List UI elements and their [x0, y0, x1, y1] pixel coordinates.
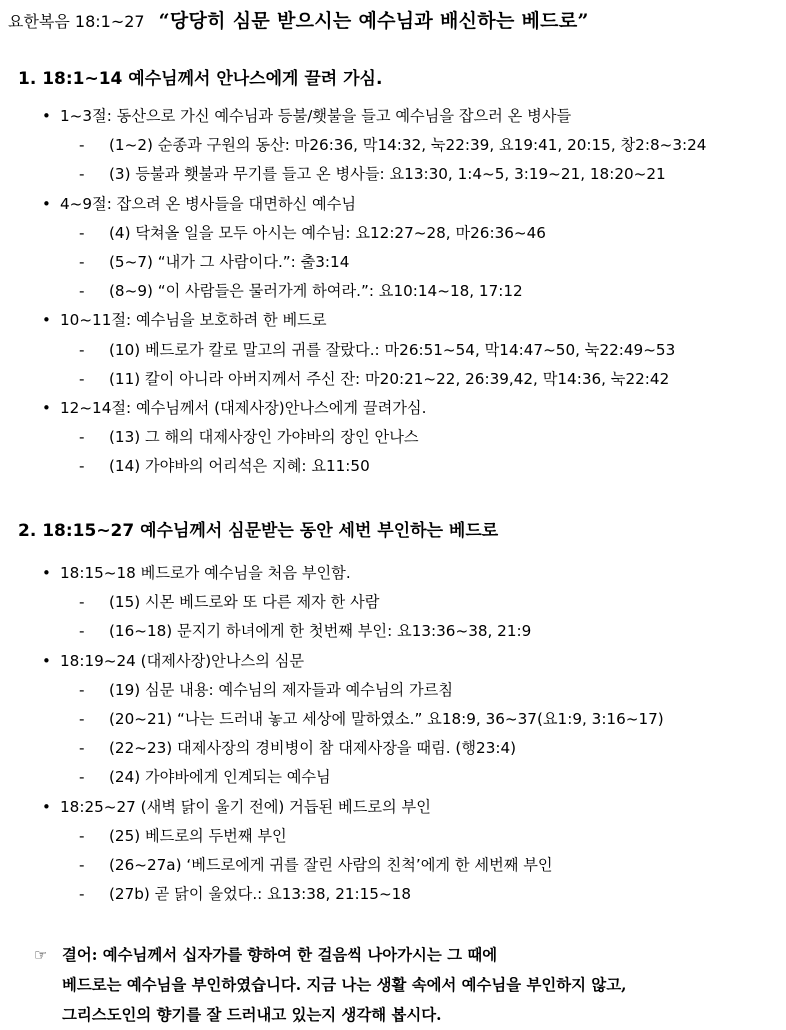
dash-icon: -	[79, 223, 85, 242]
outline-point	[0, 306, 786, 335]
outline-point-label: 18:15~18 베드로가 예수님을 처음 부인함.	[60, 564, 351, 582]
bullet-icon: •	[42, 398, 51, 417]
dash-icon: -	[79, 739, 85, 758]
outline-subpoint-text: (24) 가야바에게 인계되는 예수님	[109, 768, 331, 787]
conclusion-text: 베드로는 예수님을 부인하였습니다. 지금 나는 생활 속에서 예수님을 부인하지 않고,	[62, 976, 627, 994]
dash-icon: -	[79, 885, 85, 904]
outline-subpoint-text: (20~21) “나는 드러내 놓고 세상에 말하였소.” 요18:9, 36~37(요1:9, 3:16~17)	[109, 709, 664, 728]
conclusion-text: 그리스도인의 향기를 잘 드러내고 있는지 생각해 봅시다.	[62, 1006, 442, 1024]
outline-subpoint-text: (1~2) 순종과 구원의 동산: 마26:36, 막14:32, 눅22:39, 요19:41, 20:15, 창2:8~3:24	[109, 136, 707, 155]
outline-subpoint	[0, 705, 786, 734]
dash-icon: -	[79, 252, 85, 271]
dash-icon: -	[79, 369, 85, 388]
outline-point-label: 18:19~24 (대제사장)안나스의 심문	[60, 651, 305, 670]
outline-subpoint-text: (15) 시몬 베드로와 또 다른 제자 한 사람	[109, 593, 380, 612]
dash-icon: -	[79, 622, 85, 641]
conclusion-text: 결어: 예수님께서 십자가를 향하여 한 걸음씩 나아가시는 그 때에	[62, 946, 498, 964]
outline-point	[0, 190, 786, 219]
dash-icon: -	[79, 709, 85, 728]
section-1-outline	[0, 102, 786, 481]
bullet-icon: •	[42, 564, 51, 582]
outline-point-label: 18:25~27 (새벽 닭이 울기 전에) 거듭된 베드로의 부인	[60, 797, 431, 816]
outline-subpoint-text: (13) 그 해의 대제사장인 가야바의 장인 안나스	[109, 428, 419, 447]
outline-point	[0, 793, 786, 822]
outline-subpoint-text: (27b) 곧 닭이 울었다.: 요13:38, 21:15~18	[109, 885, 412, 904]
section-2-outline	[0, 559, 786, 909]
outline-subpoint	[0, 336, 786, 365]
outline-subpoint-text: (11) 칼이 아니라 아버지께서 주신 잔: 마20:21~22, 26:39,42, 막14:36, 눅22:42	[109, 369, 670, 388]
dash-icon: -	[79, 282, 85, 301]
outline-subpoint	[0, 452, 786, 481]
outline-point-label: 12~14절: 예수님께서 (대제사장)안나스에게 끌려가심.	[60, 398, 427, 417]
outline-point-label: 1~3절: 동산으로 가신 예수님과 등불/횃불을 들고 예수님을 잡으러 온 병사들	[60, 107, 572, 125]
section-1-heading: 1. 18:1~14 예수님께서 안나스에게 끌려 가심.	[18, 69, 383, 89]
outline-subpoint-text: (14) 가야바의 어리석은 지혜: 요11:50	[109, 457, 370, 476]
bullet-icon: •	[42, 194, 51, 213]
outline-point	[0, 647, 786, 676]
outline-subpoint	[0, 676, 786, 705]
outline-subpoint-text: (8~9) “이 사람들은 물러가게 하여라.”: 요10:14~18, 17:12	[109, 282, 523, 301]
outline-point	[0, 559, 786, 588]
document-header	[8, 6, 589, 33]
outline-point-label: 10~11절: 예수님을 보호하려 한 베드로	[60, 311, 327, 330]
dash-icon: -	[79, 768, 85, 787]
dash-icon: -	[79, 855, 85, 874]
outline-subpoint-text: (25) 베드로의 두번째 부인	[109, 826, 287, 845]
pointing-hand-icon: ☞	[34, 946, 48, 964]
dash-icon: -	[79, 428, 85, 447]
dash-icon: -	[79, 593, 85, 612]
outline-subpoint	[0, 734, 786, 763]
bullet-icon: •	[42, 651, 51, 670]
outline-subpoint-text: (16~18) 문지기 하녀에게 한 첫번째 부인: 요13:36~38, 21:9	[109, 622, 532, 641]
outline-subpoint	[0, 763, 786, 792]
outline-subpoint	[0, 248, 786, 277]
outline-subpoint	[0, 131, 786, 160]
dash-icon: -	[79, 136, 85, 155]
dash-icon: -	[79, 165, 85, 184]
section-2-heading: 2. 18:15~27 예수님께서 심문받는 동안 세번 부인하는 베드로	[18, 521, 499, 541]
outline-subpoint	[0, 160, 786, 189]
outline-subpoint-text: (19) 심문 내용: 예수님의 제자들과 예수님의 가르침	[109, 680, 454, 699]
dash-icon: -	[79, 340, 85, 359]
outline-subpoint	[0, 851, 786, 880]
outline-subpoint	[0, 617, 786, 646]
outline-point	[0, 394, 786, 423]
outline-subpoint	[0, 588, 786, 617]
bullet-icon: •	[42, 107, 51, 125]
outline-subpoint-text: (10) 베드로가 칼로 말고의 귀를 잘랐다.: 마26:51~54, 막14:47~50, 눅22:49~53	[109, 340, 676, 359]
outline-subpoint	[0, 423, 786, 452]
bullet-icon: •	[42, 797, 51, 816]
outline-subpoint	[0, 277, 786, 306]
outline-subpoint	[0, 822, 786, 851]
outline-point	[0, 102, 786, 131]
outline-subpoint	[0, 219, 786, 248]
outline-subpoint-text: (4) 닥쳐올 일을 모두 아시는 예수님: 요12:27~28, 마26:36~46	[109, 223, 546, 242]
sermon-title: “당당히 심문 받으시는 예수님과 배신하는 베드로”	[158, 10, 589, 32]
outline-subpoint	[0, 365, 786, 394]
dash-icon: -	[79, 680, 85, 699]
dash-icon: -	[79, 457, 85, 476]
outline-subpoint-text: (3) 등불과 횃불과 무기를 들고 온 병사들: 요13:30, 1:4~5, 3:19~21, 18:20~21	[109, 165, 666, 184]
dash-icon: -	[79, 826, 85, 845]
bullet-icon: •	[42, 311, 51, 330]
outline-subpoint-text: (22~23) 대제사장의 경비병이 참 대제사장을 때림. (행23:4)	[109, 739, 517, 758]
outline-subpoint-text: (5~7) “내가 그 사람이다.”: 출3:14	[109, 252, 350, 271]
outline-point-label: 4~9절: 잡으려 온 병사들을 대면하신 예수님	[60, 194, 357, 213]
outline-subpoint-text: (26~27a) ‘베드로에게 귀를 잘린 사람의 친척’에게 한 세번째 부인	[109, 855, 553, 874]
outline-subpoint	[0, 880, 786, 909]
scripture-reference: 요한복음 18:1~27	[8, 12, 145, 31]
